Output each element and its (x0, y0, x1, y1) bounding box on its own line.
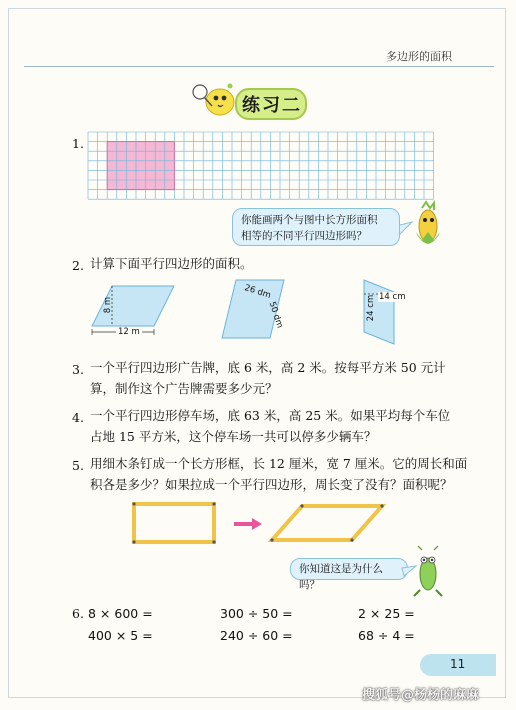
q6-number: 6. (72, 606, 84, 621)
q5-line2: 积各是多少？如果拉成一个平行四边形，周长变了没有？面积呢？ (90, 477, 453, 492)
corn-mascot-icon (412, 202, 446, 246)
header-rule (24, 66, 494, 67)
page-number: 11 (450, 657, 466, 671)
q6-item-2: 300 ÷ 50 = (220, 606, 293, 621)
exercise-title: 练习二 (242, 95, 302, 116)
fig2-side-label: 26 dm (243, 283, 273, 301)
q6-item-6: 68 ÷ 4 = (358, 628, 415, 643)
mascot-chick-icon (190, 80, 236, 120)
q5-rectangle-frame (130, 500, 220, 550)
watermark: 搜狐号@杨杨的麻麻 (362, 688, 480, 703)
fig3-top-label: 14 cm (379, 292, 406, 302)
q3-line1: 一个平行四边形广告牌，底 6 米，高 2 米。按每平方米 50 元计 (90, 360, 446, 375)
shaded-rectangle (107, 142, 174, 190)
q4-line2: 占地 15 平方米，这个停车场一共可以停多少辆车？ (90, 429, 377, 444)
q3-line2: 算，制作这个广告牌需要多少元？ (90, 381, 278, 396)
q6-item-5: 240 ÷ 60 = (220, 628, 293, 643)
fig3-height-label: 24 cm (366, 294, 377, 322)
q1-grid-figure (88, 132, 434, 204)
fig1-base-label: 12 m (118, 327, 140, 337)
transform-arrow-icon (234, 518, 264, 530)
q5-line1: 用细木条钉成一个长方形框，长 12 厘米，宽 7 厘米。它的周长和面 (90, 456, 468, 471)
q5-number: 5. (72, 458, 84, 473)
grasshopper-mascot-icon (410, 546, 446, 596)
q1-bubble-line1: 你能画两个与图中长方形面积 (241, 214, 378, 226)
q1-bubble-line2: 相等的不同平行四边形吗？ (241, 230, 367, 242)
q5-parallelogram-frame (268, 502, 388, 546)
q2-text: 计算下面平行四边形的面积。 (90, 256, 253, 271)
q1-number: 1. (72, 136, 84, 151)
q4-line1: 一个平行四边形停车场，底 63 米，高 25 米。如果平均每个车位 (90, 408, 451, 423)
q6-item-4: 400 × 5 = (88, 628, 153, 643)
q1-speech-bubble (232, 208, 400, 246)
q3-number: 3. (72, 362, 84, 377)
q6-item-1: 8 × 600 = (88, 606, 153, 621)
fig2-base-label: 50 dm (266, 300, 285, 330)
fig1-height-label: 8 m (103, 296, 114, 314)
q2-number: 2. (72, 258, 84, 273)
q6-item-3: 2 × 25 = (358, 606, 415, 621)
q4-number: 4. (72, 410, 84, 425)
running-title: 多边形的面积 (386, 50, 452, 63)
q5-speech-bubble: 你知道这是为什么吗？ (290, 558, 408, 580)
